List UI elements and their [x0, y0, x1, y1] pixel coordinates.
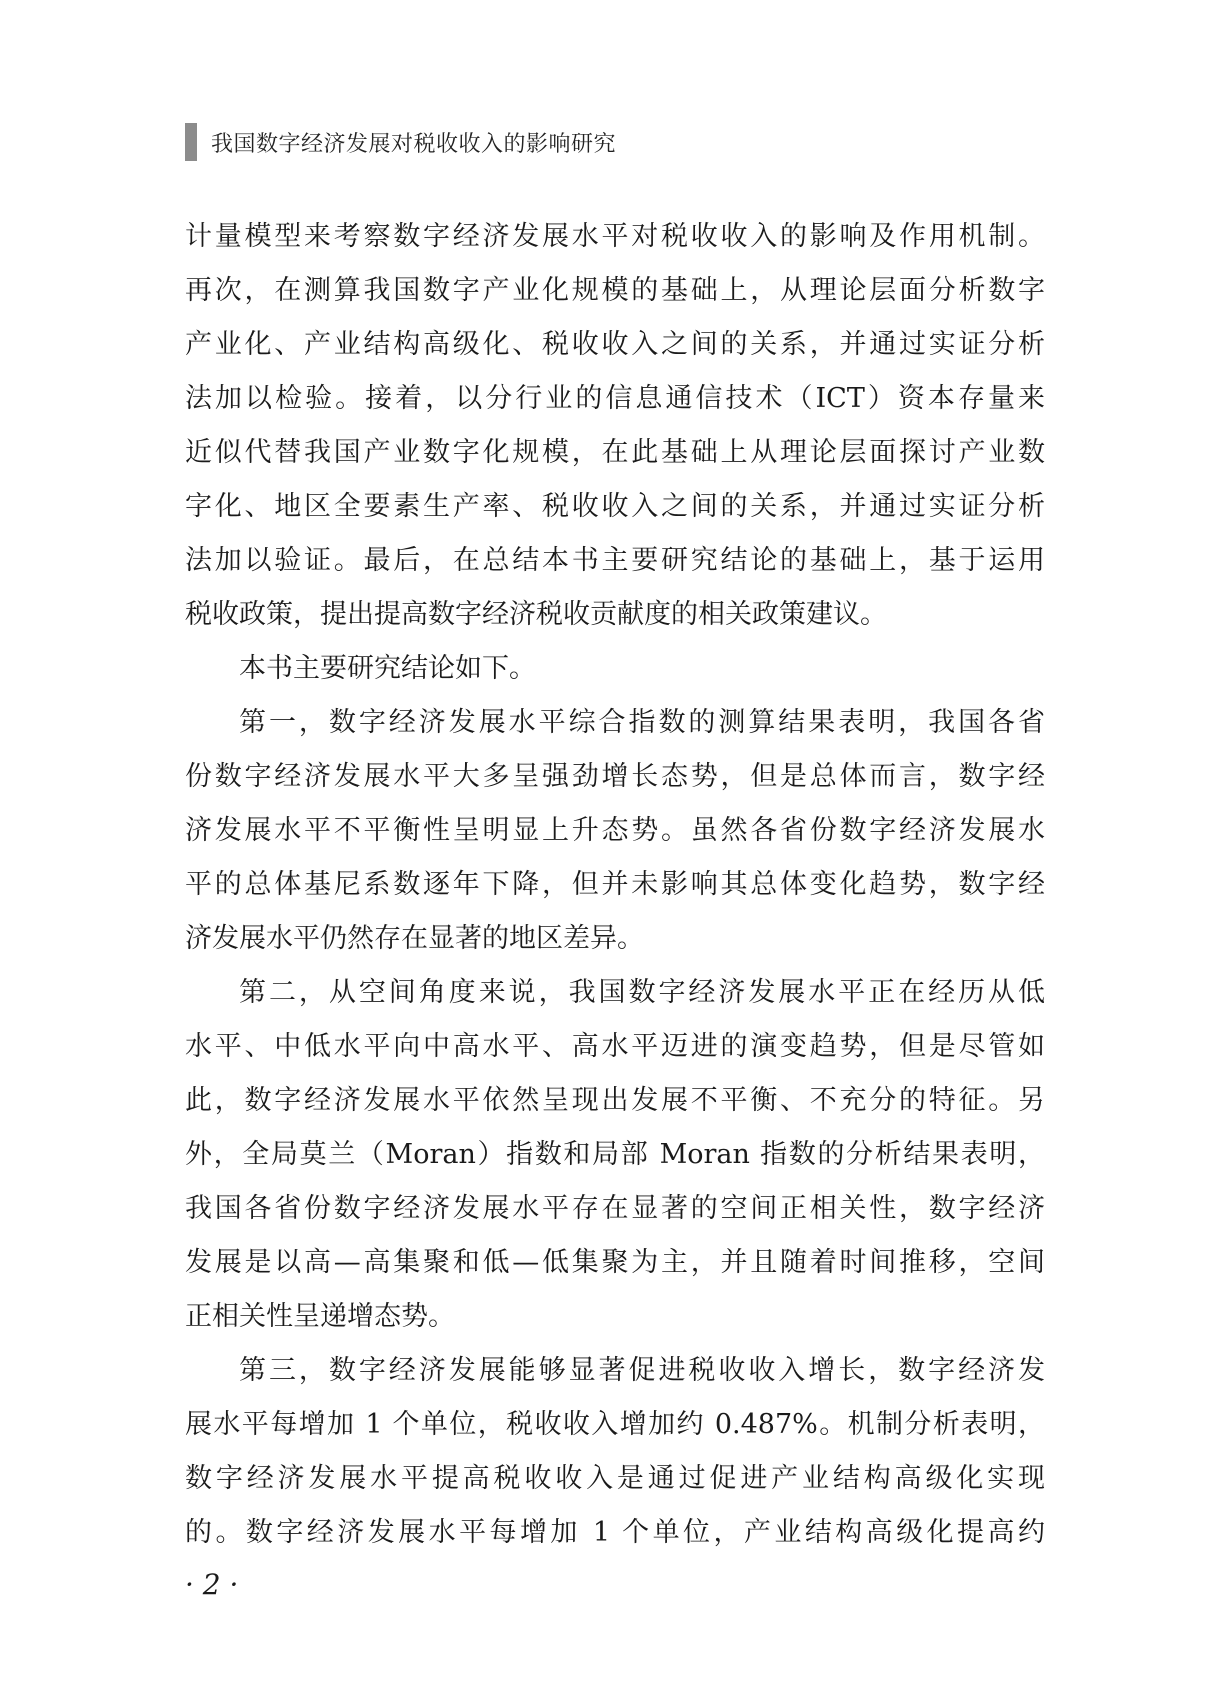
text-line: 济发展水平不平衡性呈明显上升态势。虽然各省份数字经济发展水 [185, 815, 1045, 846]
text-line: 展水平每增加 1 个单位，税收收入增加约 0.487%。机制分析表明， [185, 1409, 1045, 1440]
text-line: 法加以验证。最后，在总结本书主要研究结论的基础上，基于运用 [185, 545, 1045, 576]
text-line: 外，全局莫兰（Moran）指数和局部 Moran 指数的分析结果表明， [185, 1139, 1045, 1170]
text-line: 的。数字经济发展水平每增加 1 个单位，产业结构高级化提高约 [185, 1517, 1045, 1548]
text-line: 再次，在测算我国数字产业化规模的基础上，从理论层面分析数字 [185, 275, 1045, 306]
text-line: 份数字经济发展水平大多呈强劲增长态势，但是总体而言，数字经 [185, 761, 1045, 792]
text-line: 本书主要研究结论如下。 [239, 653, 536, 684]
page-number: · 2 · [185, 1568, 239, 1601]
text-line: 字化、地区全要素生产率、税收收入之间的关系，并通过实证分析 [185, 491, 1045, 522]
text-line: 法加以检验。接着，以分行业的信息通信技术（ICT）资本存量来 [185, 383, 1045, 414]
text-line: 第三，数字经济发展能够显著促进税收收入增长，数字经济发 [239, 1355, 1045, 1386]
text-line: 第一，数字经济发展水平综合指数的测算结果表明，我国各省 [239, 707, 1045, 738]
text-line: 近似代替我国产业数字化规模，在此基础上从理论层面探讨产业数 [185, 437, 1045, 468]
running-header [185, 124, 616, 160]
text-line: 此，数字经济发展水平依然呈现出发展不平衡、不充分的特征。另 [185, 1085, 1045, 1116]
text-line: 产业化、产业结构高级化、税收收入之间的关系，并通过实证分析 [185, 329, 1045, 360]
text-line: 发展是以高—高集聚和低—低集聚为主，并且随着时间推移，空间 [185, 1247, 1045, 1278]
text-line: 数字经济发展水平提高税收收入是通过促进产业结构高级化实现 [185, 1463, 1045, 1494]
header-marker-bar [185, 123, 197, 161]
running-header-title: 我国数字经济发展对税收收入的影响研究 [211, 131, 617, 157]
text-line: 我国各省份数字经济发展水平存在显著的空间正相关性，数字经济 [185, 1193, 1045, 1224]
text-line: 正相关性呈递增态势。 [185, 1301, 455, 1332]
text-line: 水平、中低水平向中高水平、高水平迈进的演变趋势，但是尽管如 [185, 1031, 1045, 1062]
text-line: 计量模型来考察数字经济发展水平对税收收入的影响及作用机制。 [185, 221, 1045, 252]
text-line: 济发展水平仍然存在显著的地区差异。 [185, 923, 644, 954]
text-line: 平的总体基尼系数逐年下降，但并未影响其总体变化趋势，数字经 [185, 869, 1045, 900]
text-line: 税收政策，提出提高数字经济税收贡献度的相关政策建议。 [185, 599, 887, 630]
body-text [185, 210, 1045, 1560]
text-line: 第二，从空间角度来说，我国数字经济发展水平正在经历从低 [239, 977, 1045, 1008]
